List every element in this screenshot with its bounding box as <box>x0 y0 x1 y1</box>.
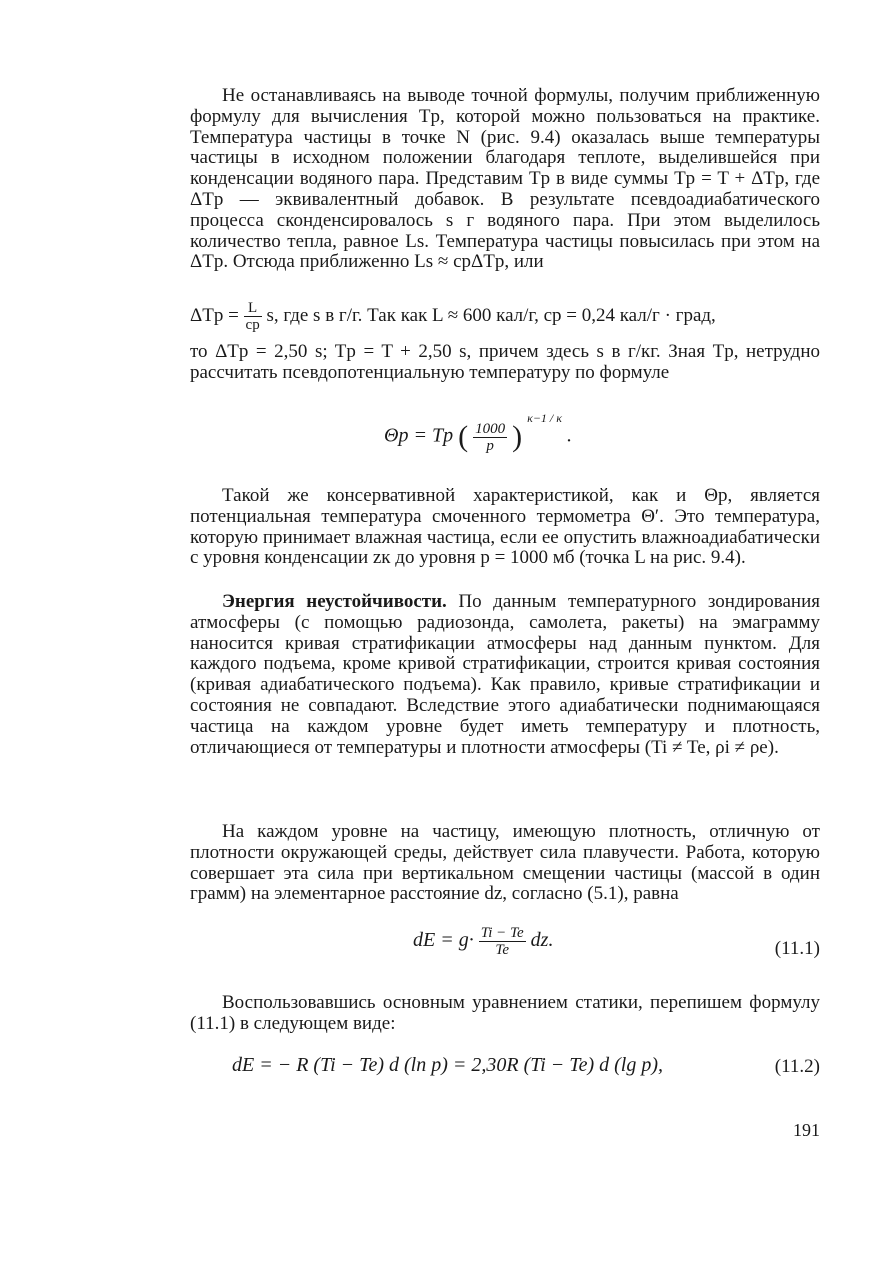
paragraph-instability-energy <box>190 592 820 758</box>
delta-tp-numerator: L <box>244 300 262 317</box>
delta-tp-lhs: ΔTp = <box>190 304 244 326</box>
theta-lhs: Θp = Tp <box>384 424 454 447</box>
equation-11-1 <box>413 925 553 958</box>
delta-tp-rest: s, где s в г/г. Так как L ≈ 600 кал/г, cp = 0,24 кал/г · град, <box>266 304 716 326</box>
instability-energy-text: По данным температурного зондирования атмосферы (с помощью радиозонда, самолета, ракеты) на эмаграмму наносится кривая стратификации атмосферы над данным пунктом. Для каждого подъема, кроме кривой стратификации, строится кривая состояния (кривая адиабатического подъема). Как правило, кривые стратификации и состояния не совпадают. Вследствие этого адиабатически поднимающаяся частица на каждом уровне будет иметь температуру и плотность, отличающиеся от температуры и плотности атмосферы (Ti ≠ Te, ρi ≠ ρe). <box>190 591 821 758</box>
paragraph-wet-bulb-potential-temperature: Такой же консервативной характеристикой, как и Θp, является потенциальная температура смоченного термометра Θ′. Это температура, которую принимает влажная частица, если ее опустить влажноадиабатически с уровня конденсации zк до уровня p = 1000 мб (точка L на рис. 9.4). <box>190 485 820 569</box>
theta-exponent: κ−1 / κ <box>527 410 563 425</box>
paragraph-pseudo-temperature: Не останавливаясь на выводе точной формулы, получим приближенную формулу для вычисления Tp, которой можно пользоваться на практике. Температура частицы в точке N (рис. 9.4) оказалась выше температуры частицы в исходном положении благодаря теплоте, выделившейся при конденсации водяного пара. Представим Tp в виде суммы Tp = T + ΔTp, где ΔTp — эквивалентный добавок. В результате псевдоадиабатического процесса сконденсировалось s г водяного пара. При этом выделилось количество тепла, равное Ls. Температура частицы повысилась при этом на ΔTp. Отсюда приближенно Ls ≈ cpΔTp, или <box>190 85 820 273</box>
left-paren: ( <box>458 420 469 453</box>
theta-fraction <box>473 421 507 454</box>
delta-tp-formula-line <box>190 300 716 333</box>
delta-tp-fraction <box>244 300 262 333</box>
eq1-numerator: Ti − Te <box>480 925 524 941</box>
paragraph-pseudo-temperature-continued: то ΔTp = 2,50 s; Tp = T + 2,50 s, причем здесь s в г/кг. Зная Tp, нетрудно рассчитать псевдопотенциальную температуру по формуле <box>190 341 820 383</box>
theta-denominator: p <box>486 437 494 454</box>
eq1-fraction <box>479 925 526 958</box>
eq1-lhs: dE = g· <box>413 929 474 952</box>
equation-11-2-label: (11.2) <box>774 1056 820 1077</box>
paragraph-statics-rewrite: Воспользовавшись основным уравнением статики, перепишем формулу (11.1) в следующем виде: <box>190 992 820 1034</box>
section-heading-instability-energy: Энергия неустойчивости. <box>222 591 447 612</box>
right-paren: ) <box>512 420 523 453</box>
equation-11-2: dE = − R (Ti − Te) d (ln p) = 2,30R (Ti − Te) d (lg p), <box>232 1054 664 1076</box>
theta-end: . <box>567 424 573 447</box>
eq1-denominator: Te <box>495 942 509 958</box>
theta-numerator: 1000 <box>475 420 506 437</box>
paragraph-buoyancy-work: На каждом уровне на частицу, имеющую плотность, отличную от плотности окружающей среды, действует сила плавучести. Работа, которую совершает эта сила при вертикальном смещении частицы (массой в один грамм) на элементарное расстояние dz, согласно (5.1), равна <box>190 821 820 905</box>
page-number: 191 <box>793 1120 820 1140</box>
equation-11-1-label: (11.1) <box>774 938 820 959</box>
delta-tp-denominator: cp <box>245 317 260 333</box>
eq1-rhs: dz. <box>530 929 554 952</box>
